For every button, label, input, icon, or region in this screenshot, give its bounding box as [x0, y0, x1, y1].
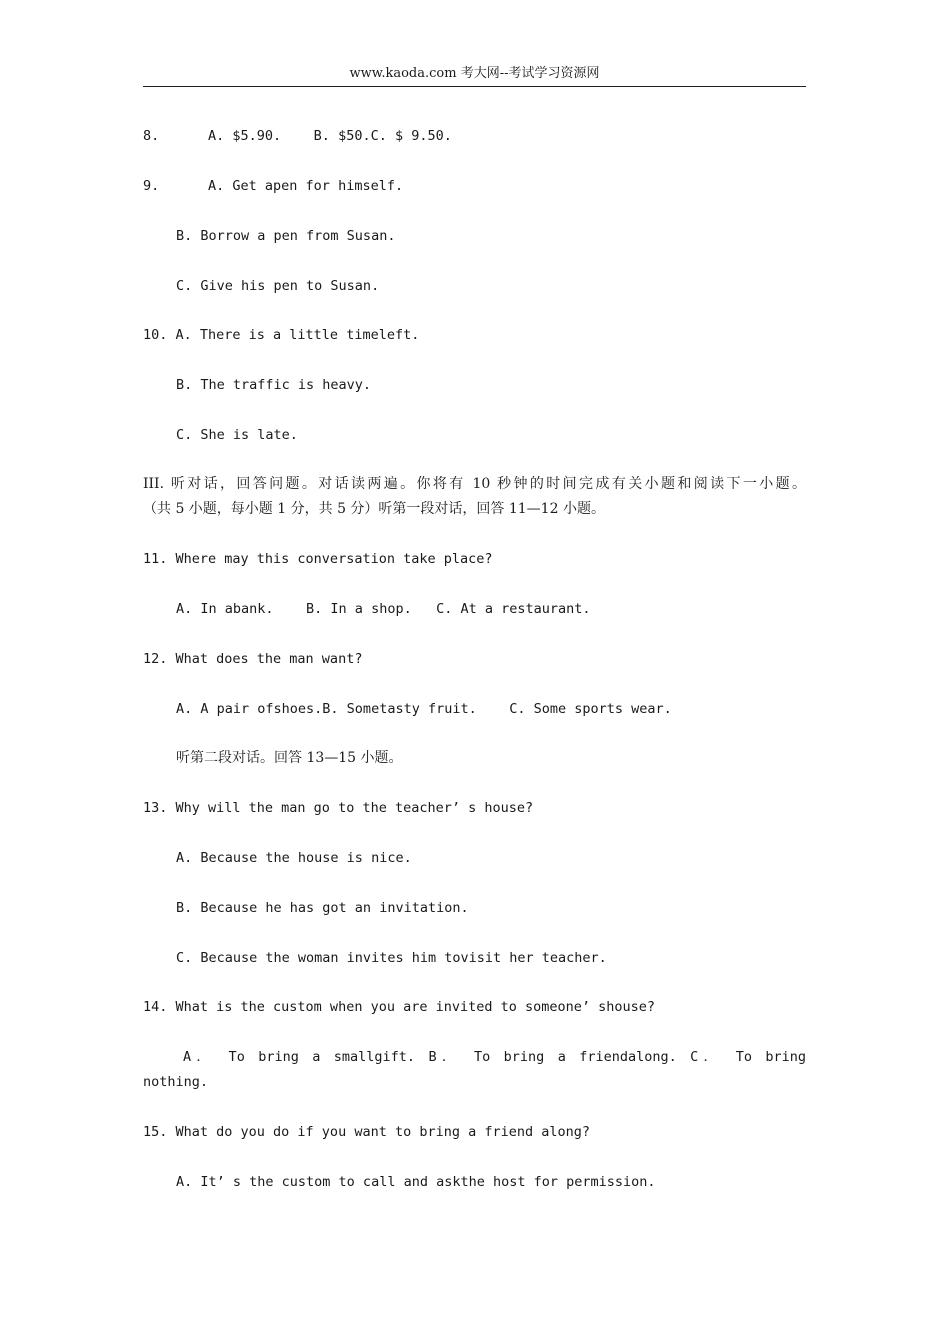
question-10-option-b: B. The traffic is heavy.: [176, 377, 372, 393]
question-13-option-c: C. Because the woman invites him tovisit her teacher.: [176, 950, 607, 966]
question-15-option-a: A. It’ s the custom to call and askthe host for permission.: [176, 1174, 656, 1190]
section-3-instructions-cont: （共 5 小题，每小题 1 分，共 5 分）听第一段对话，回答 11—12 小题。: [143, 501, 605, 517]
question-11-options: A. In abank. B. In a shop. C. At a restaurant.: [176, 601, 591, 617]
section-3-instructions: III. 听对话，回答问题。对话读两遍。你将有 10 秒钟的时间完成有关小题和阅读下一小题。: [143, 476, 806, 492]
question-13-option-b: B. Because he has got an invitation.: [176, 900, 469, 916]
question-15: 15. What do you do if you want to bring a friend along?: [143, 1124, 591, 1140]
question-12: 12. What does the man want?: [143, 651, 363, 667]
section-3-part-2: 听第二段对话。回答 13—15 小题。: [176, 750, 403, 766]
question-14-options: A． To bring a smallgift. B． To bring a friendalong. C． To bring: [183, 1049, 806, 1065]
page-header: www.kaoda.com 考大网--考试学习资源网: [143, 64, 806, 87]
question-11: 11. Where may this conversation take place?: [143, 551, 493, 567]
question-14-options-cont: nothing.: [143, 1074, 209, 1090]
question-10-option-c: C. She is late.: [176, 427, 298, 443]
question-12-options: A. A pair ofshoes.B. Sometasty fruit. C. Some sports wear.: [176, 701, 672, 717]
question-14: 14. What is the custom when you are invited to someone’ shouse?: [143, 999, 656, 1015]
question-9: 9. A. Get apen for himself.: [143, 178, 404, 194]
question-9-option-b: B. Borrow a pen from Susan.: [176, 228, 396, 244]
question-13: 13. Why will the man go to the teacher’ s house?: [143, 800, 534, 816]
question-10: 10. A. There is a little timeleft.: [143, 327, 420, 343]
question-9-option-c: C. Give his pen to Susan.: [176, 278, 380, 294]
question-8: 8. A. $5.90. B. $50.C. $ 9.50.: [143, 128, 452, 144]
question-13-option-a: A. Because the house is nice.: [176, 850, 412, 866]
